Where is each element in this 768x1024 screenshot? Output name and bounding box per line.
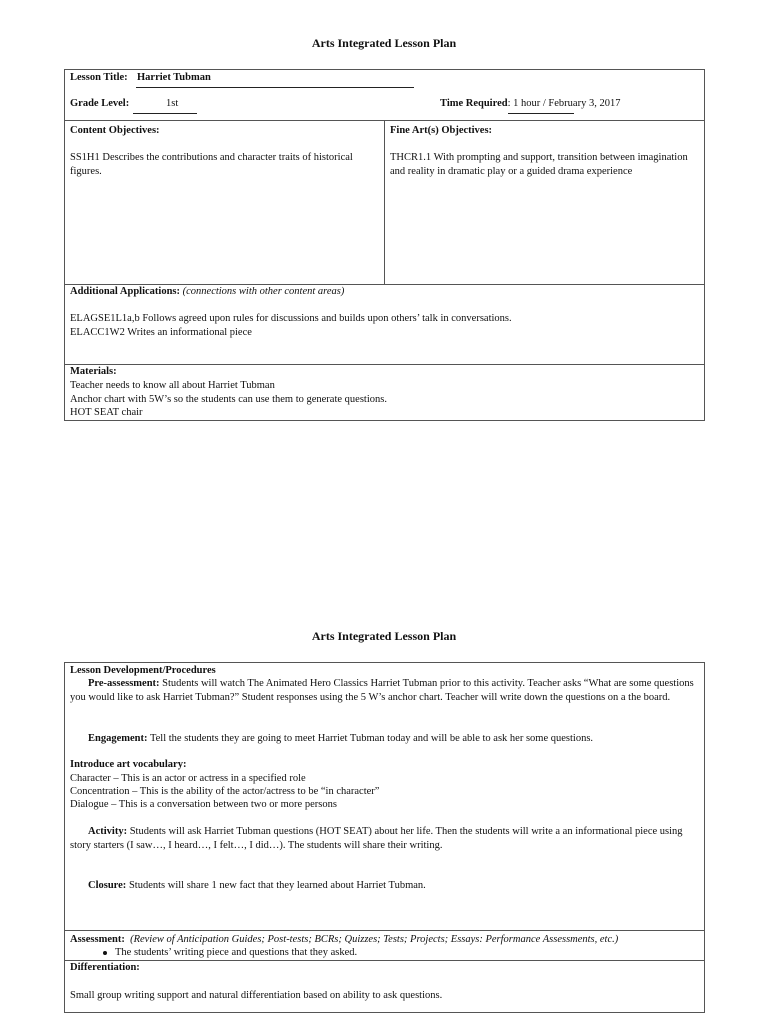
time-required-value: : 1 hour / February 3, 2017 — [507, 98, 621, 109]
pre-assessment-label: Pre-assessment: — [88, 678, 160, 689]
procedures-label: Lesson Development/Procedures — [70, 665, 216, 676]
differentiation-text: Small group writing support and natural differentiation based on ability to ask questions. — [70, 990, 443, 1001]
divider — [64, 364, 705, 365]
content-objectives-label: Content Objectives: — [70, 125, 160, 136]
fine-arts-objectives-label: Fine Art(s) Objectives: — [390, 125, 493, 136]
fine-arts-objectives-text: THCR1.1 With prompting and support, transition between imagination and reality in dramatic play or a guided drama experience — [390, 152, 688, 177]
materials-line: HOT SEAT chair — [70, 407, 143, 418]
divider — [64, 960, 705, 961]
vocab-line: Character – This is an actor or actress in a specified role — [70, 773, 306, 784]
time-required-label: Time Required — [440, 98, 508, 109]
materials-label: Materials: — [70, 366, 117, 377]
assessment-note: (Review of Anticipation Guides; Post-tests; BCRs; Quizzes; Tests; Projects; Essays: Performance Assessments, etc.) — [130, 934, 619, 945]
closure-paragraph — [88, 879, 426, 893]
closure-text: Students will share 1 new fact that they learned about Harriet Tubman. — [128, 880, 426, 891]
lesson-title-value: Harriet Tubman — [137, 72, 211, 83]
engagement-text: Tell the students they are going to meet Harriet Tubman today and will be able to ask her some questions. — [149, 733, 594, 744]
page1-title: Arts Integrated Lesson Plan — [311, 36, 457, 50]
underline — [133, 113, 197, 114]
additional-applications-heading — [70, 285, 344, 299]
additional-applications-label: Additional Applications: — [70, 286, 180, 297]
underline — [136, 87, 414, 88]
assessment-label: Assessment: — [70, 934, 125, 945]
grade-level-label: Grade Level: — [70, 98, 130, 109]
time-required — [440, 97, 620, 111]
activity-paragraph — [70, 825, 702, 852]
additional-application-line: ELACC1W2 Writes an informational piece — [70, 327, 252, 338]
divider — [64, 930, 705, 931]
divider — [384, 120, 385, 284]
underline — [508, 113, 574, 114]
assessment-heading — [70, 933, 618, 947]
vocab-line: Dialogue – This is a conversation between two or more persons — [70, 799, 337, 810]
materials-line: Anchor chart with 5W’s so the students can use them to generate questions. — [70, 394, 387, 405]
activity-label: Activity: — [88, 826, 128, 837]
page2-title: Arts Integrated Lesson Plan — [311, 629, 457, 643]
content-objectives-text: SS1H1 Describes the contributions and character traits of historical figures. — [70, 152, 353, 177]
lesson-title-label: Lesson Title: — [70, 72, 128, 83]
assessment-bullet — [103, 946, 357, 960]
engagement-label: Engagement: — [88, 733, 148, 744]
activity-text: Students will ask Harriet Tubman questions (HOT SEAT) about her life. Then the students will write a an informational piece using story starters (I saw…, I heard…, I felt…, I did…). The students will share their writing. — [70, 826, 683, 851]
grade-level-value: 1st — [166, 98, 179, 109]
vocab-label: Introduce art vocabulary: — [70, 759, 187, 770]
assessment-bullet-text: The students’ writing piece and questions that they asked. — [115, 947, 358, 958]
bullet-icon — [103, 951, 107, 955]
additional-application-line: ELAGSE1L1a,b Follows agreed upon rules for discussions and builds upon others’ talk in conversations. — [70, 313, 512, 324]
pre-assessment-paragraph — [70, 677, 700, 704]
closure-label: Closure: — [88, 880, 127, 891]
engagement-paragraph — [88, 732, 593, 746]
materials-line: Teacher needs to know all about Harriet Tubman — [70, 380, 275, 391]
pre-assessment-text: Students will watch The Animated Hero Classics Harriet Tubman prior to this activity. Teacher asks “What are some questions you would like to ask Harriet Tubman?” Student responses using the 5 W’s anchor chart. Teacher will write down the questions on a the board. — [70, 678, 694, 703]
additional-applications-note: (connections with other content areas) — [182, 286, 345, 297]
differentiation-label: Differentiation: — [70, 962, 140, 973]
vocab-line: Concentration – This is the ability of the actor/actress to be “in character” — [70, 786, 380, 797]
